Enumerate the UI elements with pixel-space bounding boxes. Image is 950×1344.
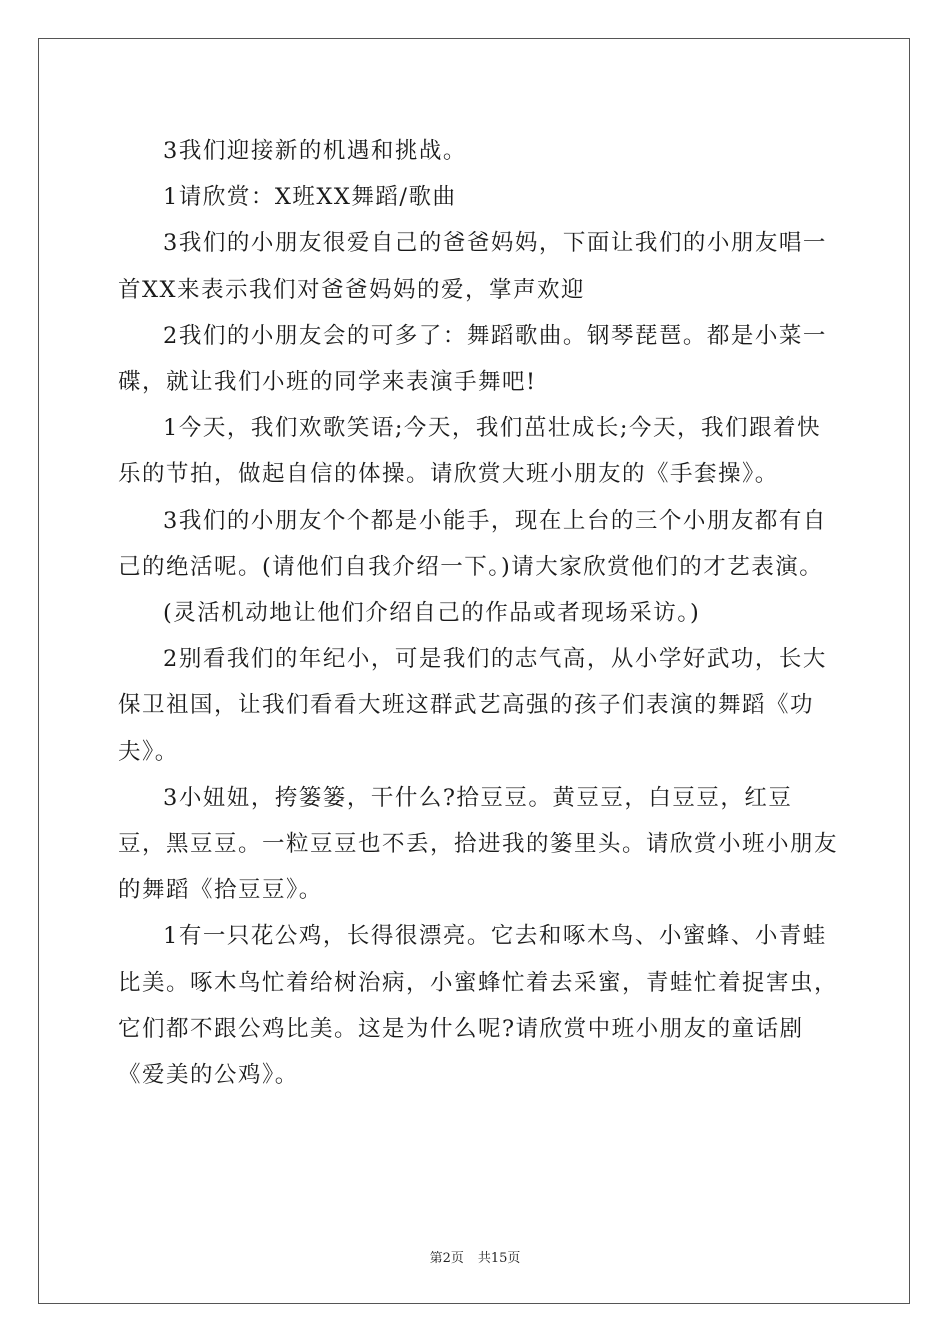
paragraph: 3小妞妞，挎篓篓，干什么?拾豆豆。黄豆豆，白豆豆，红豆豆，黑豆豆。一粒豆豆也不丢，拾进我的篓里头。请欣赏小班小朋友的舞蹈《拾豆豆》。 (118, 784, 839, 904)
paragraph: 1有一只花公鸡，长得很漂亮。它去和啄木鸟、小蜜蜂、小青蛙比美。啄木鸟忙着给树治病，小蜜蜂忙着去采蜜，青蛙忙着捉害虫，它们都不跟公鸡比美。这是为什么呢?请欣赏中班小朋友的童话剧《爱美的公鸡》。 (118, 923, 839, 1089)
paragraph: 3我们迎接新的机遇和挑战。 (163, 138, 467, 164)
page-footer (0, 1247, 950, 1266)
page-total: 共15页 (477, 1251, 521, 1266)
paragraph: (灵活机动地让他们介绍自己的作品或者现场采访。) (163, 600, 701, 627)
paragraph: 3我们的小朋友很爱自己的爸爸妈妈，下面让我们的小朋友唱一首XX来表示我们对爸爸妈妈的爱，掌声欢迎 (118, 230, 827, 303)
document-body (118, 128, 838, 1098)
paragraph: 1请欣赏：X班XX舞蹈/歌曲 (163, 184, 457, 211)
page-number: 第2页 (429, 1251, 464, 1266)
paragraph: 2别看我们的年纪小，可是我们的志气高，从小学好武功，长大保卫祖国，让我们看看大班这群武艺高强的孩子们表演的舞蹈《功夫》。 (118, 646, 827, 765)
paragraph: 3我们的小朋友个个都是小能手，现在上台的三个小朋友都有自己的绝活呢。(请他们自我介绍一下。)请大家欣赏他们的才艺表演。 (118, 507, 827, 580)
paragraph: 1今天，我们欢歌笑语;今天，我们茁壮成长;今天，我们跟着快乐的节拍，做起自信的体操。请欣赏大班小朋友的《手套操》。 (118, 415, 821, 488)
paragraph: 2我们的小朋友会的可多了：舞蹈歌曲。钢琴琵琶。都是小菜一碟，就让我们小班的同学来表演手舞吧! (118, 322, 827, 396)
